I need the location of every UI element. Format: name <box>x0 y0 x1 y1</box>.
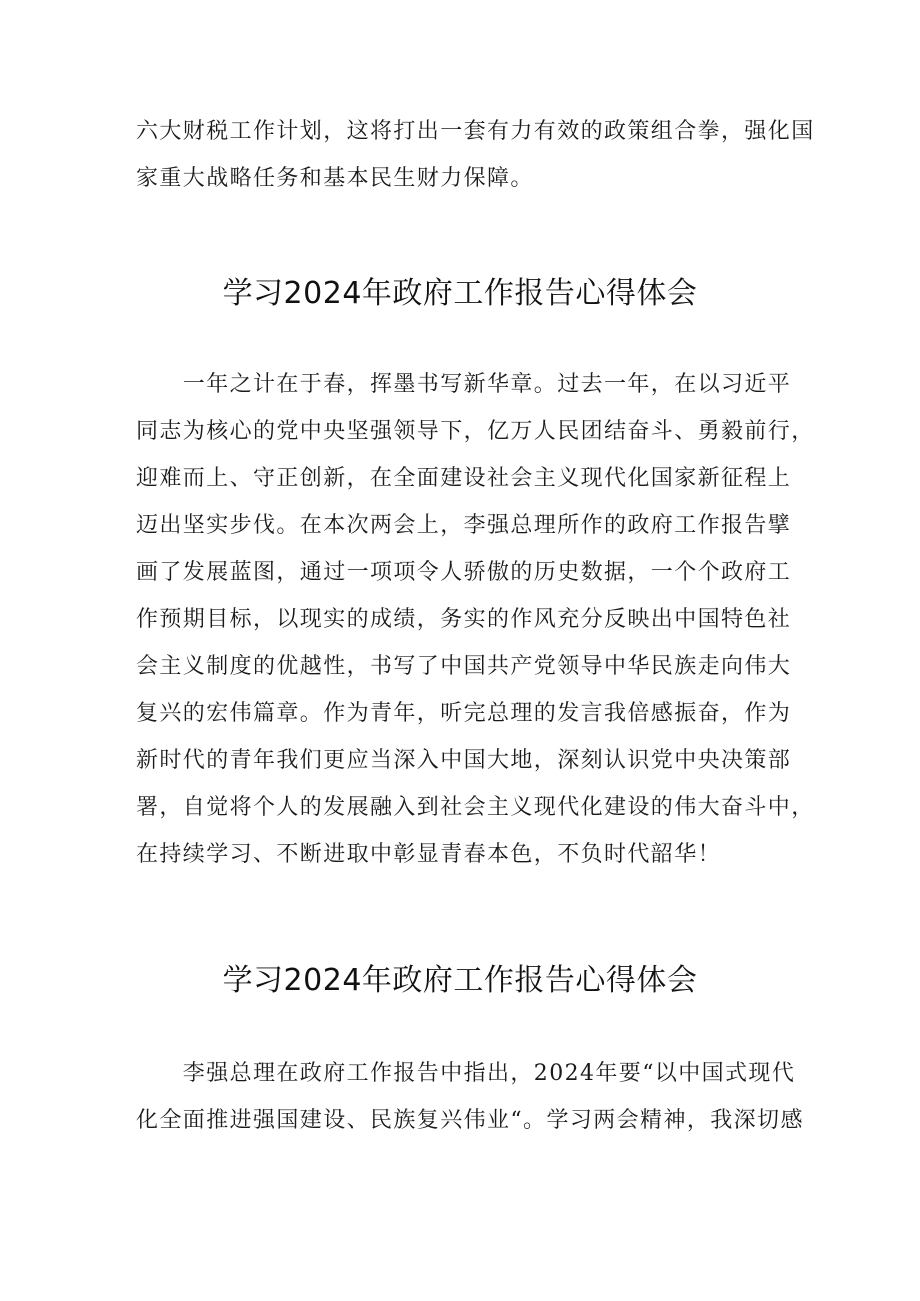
paragraph-line: 一年之计在于春，挥墨书写新华章。过去一年，在以习近平 <box>136 372 792 397</box>
paragraph-line: 化全面推进强国建设、民族复兴伟业“。学习两会精神，我深切感 <box>136 1108 804 1133</box>
paragraph-line: 在持续学习、不断进取中彰显青春本色，不负时代韶华！ <box>136 842 722 867</box>
paragraph-body <box>136 361 815 878</box>
paragraph-line: 作预期目标，以现实的成绩，务实的作风充分反映出中国特色社 <box>136 607 792 632</box>
paragraph-line: 署，自觉将个人的发展融入到社会主义现代化建设的伟大奋斗中， <box>136 795 815 820</box>
paragraph-line: 家重大战略任务和基本民生财力保障。 <box>136 166 534 191</box>
paragraph-line: 迈出坚实步伐。在本次两会上，李强总理所作的政府工作报告擘 <box>136 513 792 538</box>
paragraph-line: 迎难而上、守正创新，在全面建设社会主义现代化国家新征程上 <box>136 466 792 491</box>
section-heading: 学习2024年政府工作报告心得体会 <box>222 963 698 998</box>
paragraph-line: 六大财税工作计划，这将打出一套有力有效的政策组合拳，强化国 <box>136 119 815 144</box>
paragraph-line: 新时代的青年我们更应当深入中国大地，深刻认识党中央决策部 <box>136 748 792 773</box>
section-heading: 学习2024年政府工作报告心得体会 <box>222 276 698 311</box>
paragraph-line: 画了发展蓝图，通过一项项令人骄傲的历史数据，一个个政府工 <box>136 560 792 585</box>
paragraph-line: 复兴的宏伟篇章。作为青年，听完总理的发言我倍感振奋，作为 <box>136 701 792 726</box>
paragraph-line: 李强总理在政府工作报告中指出，2024年要“以中国式现代 <box>136 1061 796 1086</box>
paragraph-line: 会主义制度的优越性，书写了中国共产党领导中华民族走向伟大 <box>136 654 792 679</box>
paragraph-line: 同志为核心的党中央坚强领导下，亿万人民团结奋斗、勇毅前行， <box>136 419 815 444</box>
paragraph-continuation <box>136 108 815 202</box>
paragraph-body <box>136 1050 804 1144</box>
